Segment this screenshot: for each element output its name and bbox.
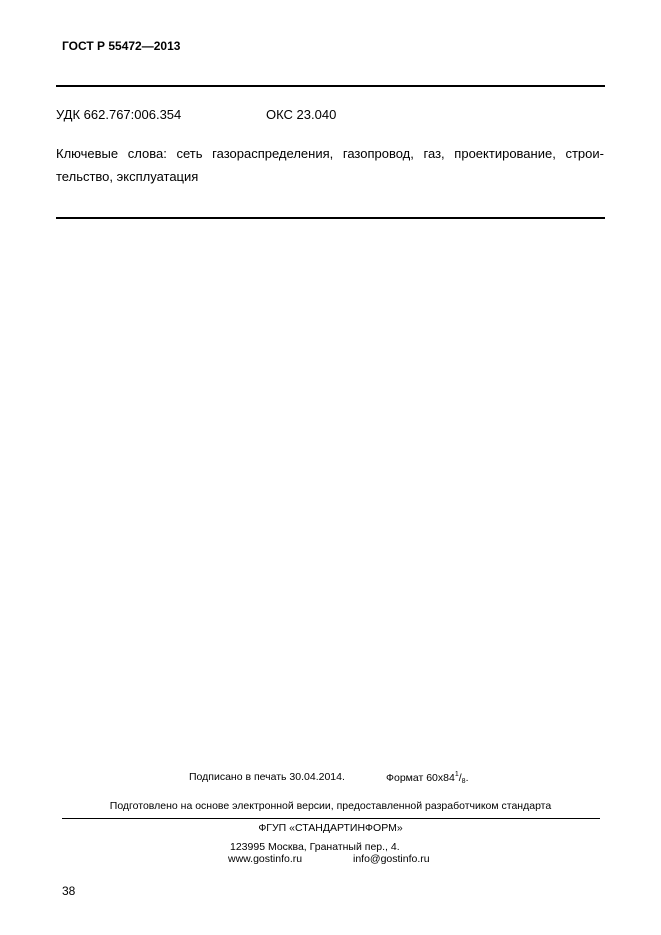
publisher-email: info@gostinfo.ru [353, 853, 430, 865]
publisher-website: www.gostinfo.ru [228, 853, 303, 865]
format-numerator: 1 [454, 771, 459, 778]
keywords-divider [56, 217, 605, 219]
format-denominator: 8 [461, 778, 466, 785]
top-divider [56, 85, 605, 87]
prepared-note: Подготовлено на основе электронной версии, предоставленной разработчиком стандарта [109, 800, 552, 812]
oks-code: ОКС 23.040 [266, 107, 337, 122]
signed-to-print-date: Подписано в печать 30.04.2014. [189, 771, 345, 783]
publisher-address: 123995 Москва, Гранатный пер., 4. [230, 841, 400, 853]
keywords-line-2: тельство, эксплуатация [56, 169, 199, 184]
standard-code: ГОСТ Р 55472—2013 [62, 39, 181, 53]
keywords-line-1: Ключевые слова: сеть газораспределения, газопровод, газ, проектирование, строи- [56, 146, 604, 161]
format-suffix: . [465, 772, 469, 784]
format-separator: / [458, 772, 462, 784]
page-number: 38 [62, 884, 76, 898]
publisher-name: ФГУП «СТАНДАРТИНФОРМ» [258, 822, 403, 834]
format-prefix: Формат 60x84 [386, 772, 455, 784]
paper-format [386, 771, 468, 785]
keywords-block [56, 142, 604, 188]
imprint-divider [62, 818, 600, 819]
udk-code: УДК 662.767:006.354 [56, 107, 182, 122]
